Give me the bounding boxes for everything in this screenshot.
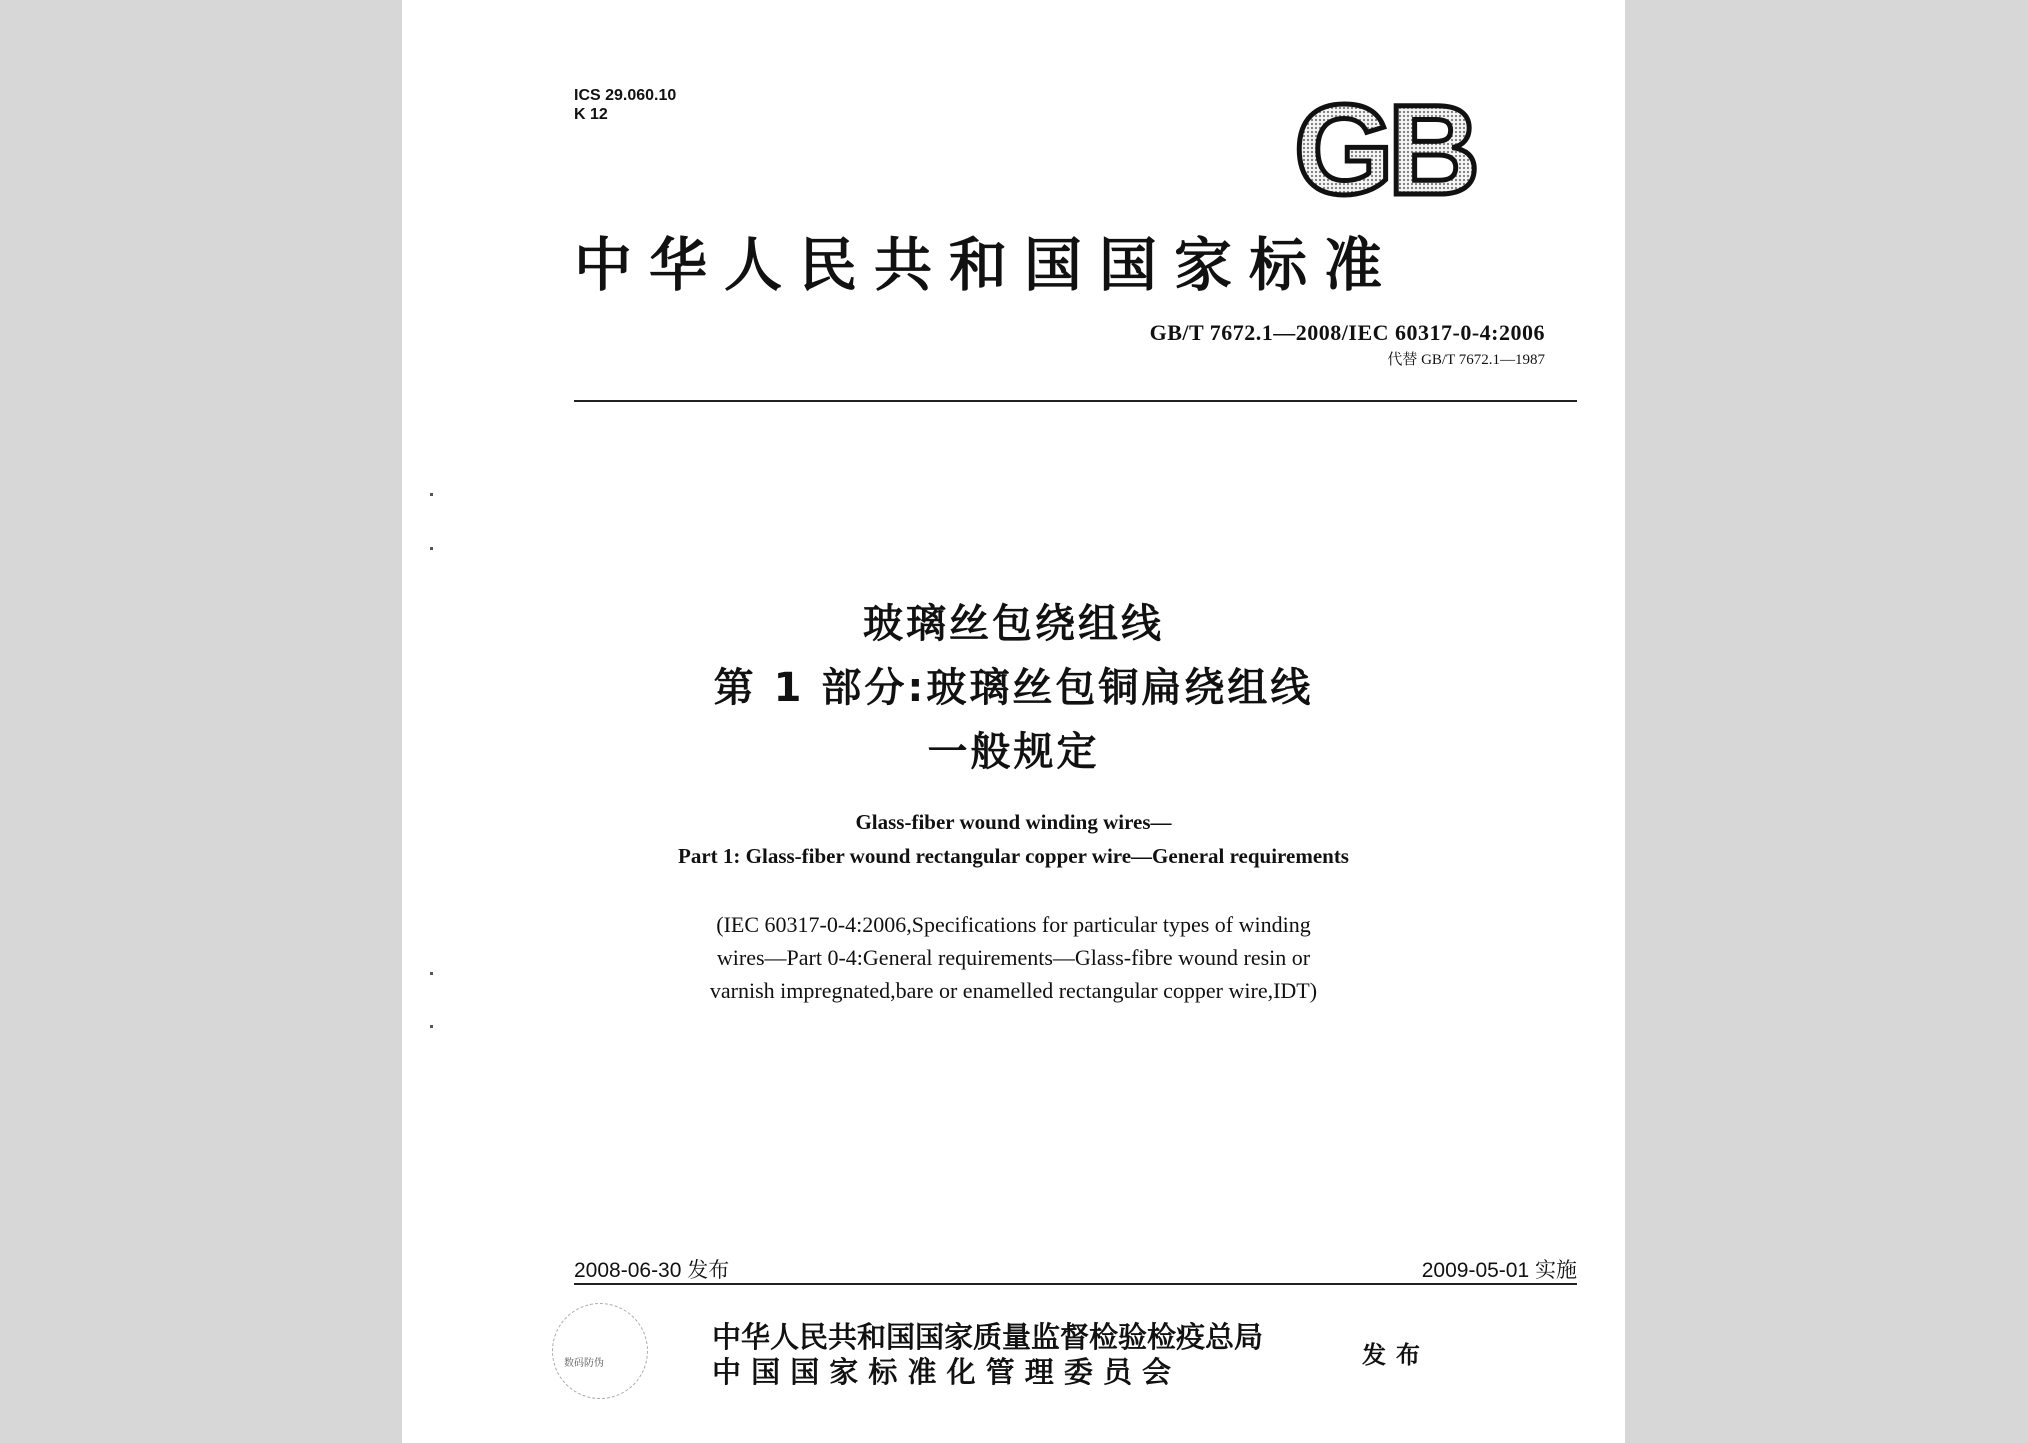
scan-dot (430, 493, 433, 496)
header-divider (574, 400, 1577, 402)
en-title-line2: Part 1: Glass-fiber wound rectangular copper wire—General requirements (678, 844, 1349, 868)
national-standard-title: 中华人民共和国国家标准 (574, 231, 1400, 299)
en-title-line1: Glass-fiber wound winding wires— (855, 810, 1172, 834)
issue-label: 发布 (1362, 1340, 1430, 1369)
scan-dot (430, 1025, 433, 1028)
issuer-line2: 中 国 国 家 标 准 化 管 理 委 员 会 (712, 1355, 1172, 1389)
publish-date: 2008-06-30 发布 (574, 1259, 730, 1282)
effective-date: 2009-05-01 实施 (1421, 1259, 1577, 1282)
standard-code: GB/T 7672.1—2008/IEC 60317-0-4:2006 (1149, 320, 1545, 345)
iec-reference-line2: wires—Part 0-4:General requirements—Glass-fibre wound resin or (716, 945, 1311, 970)
scan-dot (430, 972, 433, 975)
iec-reference-line3: varnish impregnated,bare or enamelled rectangular copper wire,IDT) (709, 978, 1318, 1003)
gb-logo (1262, 98, 1506, 206)
issuer-line1: 中华人民共和国国家质量监督检验检疫总局 (712, 1320, 1264, 1354)
iec-reference-line1: (IEC 60317-0-4:2006,Specifications for particular types of winding (716, 912, 1311, 937)
anti-counterfeit-stamp (552, 1303, 648, 1399)
standard-code-block (1150, 320, 1545, 369)
ccs-code: K 12 (574, 106, 608, 123)
ics-code: ICS 29.060.10 (574, 87, 677, 104)
document-page (402, 0, 1625, 1443)
classification-codes (574, 86, 676, 124)
cn-title-line2: 第 1 部分:玻璃丝包铜扁绕组线 (713, 665, 1314, 711)
stamp-text: 数码防伪 (564, 1358, 604, 1369)
cn-title-line3: 一般规定 (927, 729, 1100, 775)
gb-logo-text: GB (1294, 98, 1474, 206)
scan-dot (430, 547, 433, 550)
footer-divider (574, 1283, 1577, 1285)
replaces-code: 代替 GB/T 7672.1—1987 (1387, 352, 1545, 368)
cn-title-line1: 玻璃丝包绕组线 (863, 601, 1164, 647)
